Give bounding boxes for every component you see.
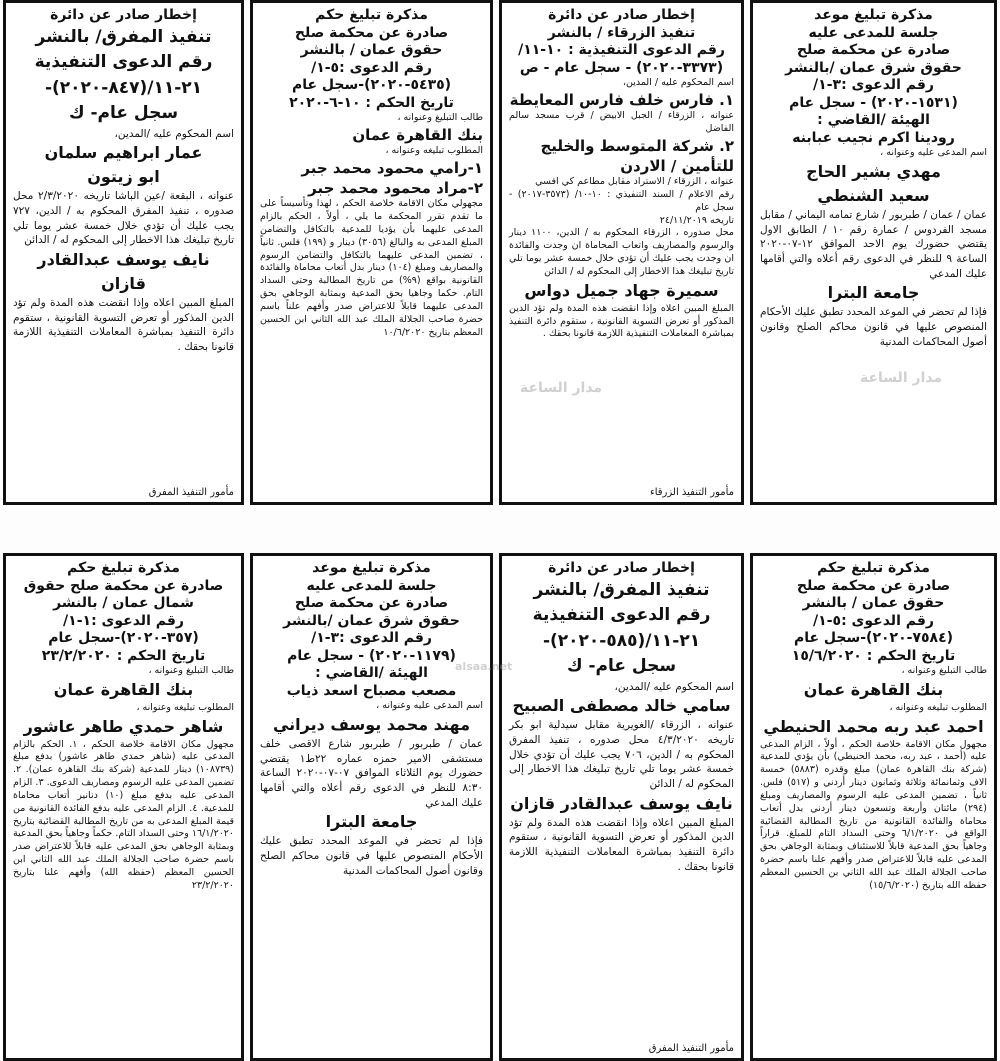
notice-body: مجهول مكان الاقامة خلاصة الحكم ، أولاً ، الزام المدعى عليه (أحمد ، عبد ربه، محمد الحنيطي) بأن يؤدي للمدعية (شركة بنك القاهرة عمان) مبلغ وقدره (٥٨٨٣) خمسة الاف وثمانمائة وثلاثة وثمانون دينار أردني و (٥١٧) فلس. ثانياً ، تضمين المدعى عليه الرسوم والمصاريف ومبلغ (٢٩٤) مائتان وأربعة وتسعون دينار أردني بدل أتعاب محاماة والفائدة القانونية من تاريخ المطالبة القضائية الواقع في ٦/١/٢٠٢٠ وحتى السداد التام للمبلغ. قراراً وجاهياً بحق المدعية قابلاً للاستئناف وبمثابة الوجاهي بحق المدعى عليه قابلاً للاعتراض صدر وأفهم علنا باسم حضرة صاحب الجلالة الملك عبد الله الثاني بن الحسين المعظم حفظه الله بتاريخ (١٥/٦/٢٠٢٠) <box>760 738 988 891</box>
notice-footer: مأمور التنفيذ المفرق <box>648 1043 735 1054</box>
notice-title-line: رقم الدعوى التنفيذية <box>34 52 213 72</box>
record-type: (٥٤٣٥-٢٠٢٠)-سجل عام <box>291 77 452 93</box>
debtor-name: ٢. شركة المتوسط والخليج للتأمين / الاردن <box>540 136 735 175</box>
notice-bottom-4 <box>3 553 244 1061</box>
requester-name: بنك القاهرة عمان <box>803 679 944 699</box>
plaintiff-name: جامعة البترا <box>827 283 920 303</box>
notice-title-line: تنفيذ الزرقاء / بالنشر <box>547 24 696 41</box>
defendant-label: اسم المدعى عليه وعنوانه ، <box>376 700 484 711</box>
notice-title-line: مذكرة تبليغ حكم <box>817 560 930 576</box>
notice-title-line: صادرة عن محكمة صلح <box>796 577 951 594</box>
record-type: سجل عام- ك <box>566 656 677 676</box>
notice-title-line: مذكرة تبليغ حكم <box>315 7 428 23</box>
notice-body: المبلغ المبين اعلاه وإذا انقضت هذه المدة ولم تؤد الدين المذكور أو تعرض التسوية القانونية ، ستقوم دائرة التنفيذ بمباشرة المعاملات التنفيذية اللازمة قانونا بحقك . <box>13 296 235 353</box>
watermark-logo: مدار الساعة <box>860 370 943 386</box>
notice-title-line: جلسة للمدعى عليه <box>808 24 939 41</box>
defendant-label: اسم المدعى عليه وعنوانه ، <box>880 147 987 158</box>
debtor-name: عمار ابراهيم سلمان <box>44 143 203 163</box>
record-type: (١١٧٩-٢٠٢٠) - سجل عام <box>287 647 456 664</box>
case-number: رقم الدعوى :٣-١/ <box>813 77 934 93</box>
notice-body: عمان / عمان / طبربور / شارع تمامه اليماني / مقابل مسجد الفردوس / عمارة رقم ١٠ / الطابق الاول يقتضي حضورك يوم الاحد الموافق ١٢-٠٧-٢٠٢٠ الساعة ٩ للنظر في الدعوى رقم أعلاه والتي أقامها عليك المدعي <box>760 208 988 280</box>
defendant-name: مهند محمد يوسف ديراني <box>272 714 471 734</box>
respondent-name: احمد عبد ربه محمد الحنيطي <box>763 716 984 736</box>
plaintiff-name: جامعة البترا <box>325 812 418 832</box>
debtor-name: ١. فارس خلف فارس المعايطة <box>509 90 735 109</box>
notice-top-1 <box>750 0 997 505</box>
page-gap <box>0 505 1000 553</box>
notice-title-line: صادرة عن محكمة صلح <box>796 42 951 58</box>
notice-footer: فإذا لم تحضر في الموعد المحدد تطبق عليك الأحكام المنصوص عليها في قانون محاكم الصلح وقانون أصول المحاكمات المدنية <box>260 835 484 877</box>
notice-body: مجهولي مكان الاقامة خلاصة الحكم ، لهذا وتأسيساً على ما تقدم تقرر المحكمة ما يلي ، أولاً ، الحكم بالزام المدعى عليهما بأن يؤديا للمدعية بالتكافل والتضامن المبلغ المدعى به والبالغ (٣٠٥٦) دينار و (١٩٩) فلس. ثانياً ، تضمين المدعى عليهما بالتكافل والتضامن الرسوم والمصاريف ومبلغ (١٠٤) دينار بدل أتعاب محاماة والفائدة القانونية بواقع (٩%) من تاريخ المطالبة وحتى السداد التام. حكما وجاهيا بحق المدعية وبمثابة الوجاهي بحق المدعى عليهما قابلاً للاعتراض صدر وأفهم علناً باسم حضرة صاحب الجلالة الملك عبد الله الثاني ابن الحسين المعظم بتاريخ ١٠/٦/٢٠٢٠ <box>260 198 484 338</box>
notice-title-line: إخطار صادر عن دائرة <box>50 7 197 23</box>
respondent-name: ١-رامي محمود محمد جبر <box>301 158 484 177</box>
judge-name: رودينا اكرم نجيب عبابنه <box>792 129 955 146</box>
notice-title-line: صادرة عن محكمة صلح <box>294 595 449 611</box>
notice-title-line: مذكرة تبليغ حكم <box>67 560 180 576</box>
notice-body: محل صدوره ، الزرقاء المحكوم به / الدين، ١١٠٠ دينار والرسوم والمصاريف واتعاب المحاماة ان وجدت والفائدة ان وجدت يجب عليك أن تؤدي خلال خمسة عشر يوما تلي تاريخ تبليغك هذا الاخطار إلى المحكوم له / الدائن <box>509 227 735 277</box>
debtor-label: اسم المحكوم عليه /المدين، <box>114 127 235 140</box>
watermark-logo: مدار الساعة <box>520 380 603 396</box>
notice-body: مجهول مكان الاقامة خلاصة الحكم ، ١. الحكم بالزام المدعى عليه (شاهر حمدي طاهر عاشور) بدفع مبلغ (١٠٨٧٣٩) دينار للمدعية (شركة بنك القاهرة عمان). ٢. تضمين المدعى عليه الرسوم ومصاريف الدعوى. ٣. الزام المدعى عليه بدفع مبلغ (١٠) دنانير أتعاب محاماة للمدعية. ٤. الزام المدعى عليه بدفع الفائدة القانونية من قيمة المبلغ المدعى به من تاريخ المطالبة القضائية بتاريخ ١٦/١/٢٠٢٠ وحتى السداد التام. حكماً وجاهياً بحق المدعية وبمثابة الوجاهي بحق المدعى عليه قابلاً للاعتراض صدر باسم حضرة صاحب الجلالة الملك عبد الله الثاني ابن الحسين المعظم (حفظه الله) وأفهم علنا بتاريخ ٢٣/٢/٢٠٢٠ <box>13 738 235 891</box>
record-type: (٣٥٧-٢٠٢٠)-سجل عام <box>48 630 199 646</box>
notice-body: عمان / طبربور / طبربور شارع الاقصى خلف مستشفى الامير حمزه عماره ٢٢ط١ يقتضي حضورك يوم الثلاثاء الموافق ٠٧-٠٧-٢٠٢٠ الساعة ٨:٣٠ للنظر في الدعوى رقم أعلاه والتي أقامها عليك المدعي <box>260 737 484 809</box>
respondent-label: المطلوب تبليغه وعنوانه ، <box>889 701 987 713</box>
notice-title-line: إخطار صادر عن دائرة <box>548 7 695 23</box>
judgment-date: تاريخ الحكم : ٢٣/٢/٢٠٢٠ <box>41 647 206 664</box>
notice-body: عنوانه ، البقعة /عين الباشا تاريخه ٢/٣/٢٠٢٠ محل صدوره ، تنفيذ المفرق المحكوم به / الدين، ٧٢٧ يجب عليك أن تؤدي خلال خمسة عشر يوما تلي تاريخ تبليغك هذا الاخطار إلى المحكوم له / الدائن <box>13 190 235 247</box>
notice-title-line: تنفيذ المفرق/ بالنشر <box>35 26 212 47</box>
notice-top-2 <box>499 0 744 505</box>
debtor-name: سامي خالد مصطفى الصبيح <box>512 696 731 716</box>
notice-bottom-2 <box>499 553 744 1061</box>
notice-title-line: صادرة عن محكمة صلح <box>294 24 449 41</box>
case-number: رقم الدعوى :١-١/ <box>63 612 184 629</box>
watermark-url: alsaa.net <box>455 660 513 673</box>
notice-body: المبلغ المبين اعلاه وإذا انقضت هذه المدة ولم تؤد الدين المذكور أو تعرض التسوية القانونية ، ستقوم دائرة التنفيذ بمباشرة المعاملات التنفيذية اللازمة قانونا بحقك . <box>509 816 735 873</box>
judgment-date: تاريخ الحكم : ١٠-٦-٢٠٢٠ <box>289 94 454 111</box>
case-number: رقم الدعوى التنفيذية : ١٠-١١/ <box>518 42 725 58</box>
notice-date: تاريخه ٢٤/١١/٢٠١٩ <box>659 214 735 226</box>
notice-title-line: جلسة للمدعى عليه <box>306 577 437 594</box>
notice-title-line: إخطار صادر عن دائرة <box>548 560 695 576</box>
judge-label: الهيئة /القاضي : <box>817 112 930 128</box>
creditor-name: نايف يوسف عبدالقادر قازان <box>510 793 733 813</box>
notice-body: رقم الاعلام / السند التنفيذي : ١٠-١٠/ (٣٥٧٣-٢٠١٧) - سجل عام <box>509 189 735 213</box>
record-type: (١٥٣١-٢٠٢٠) - سجل عام <box>789 94 958 111</box>
notice-title-line: حقوق عمان / بالنشر <box>300 42 443 58</box>
defendant-name: سعيد الشنطي <box>817 185 930 205</box>
respondent-label: المطلوب تبليغه وعنوانه ، <box>136 701 235 713</box>
notice-title-line: رقم الدعوى التنفيذية <box>532 605 711 625</box>
creditor-name: سميرة جهاد جميل دواس <box>524 280 719 300</box>
notice-footer: فإذا لم تحضر في الموعد المحدد تطبق عليك الأحكام المنصوص عليها في قانون محاكم الصلح وقانون أصول المحاكمات المدنية <box>760 306 987 348</box>
notice-body: المبلغ المبين اعلاه وإذا انقضت هذه المدة ولم تؤد الدين المذكور أو تعرض التسوية القانونية ، ستقوم دائرة التنفيذ بمباشرة المعاملات التنفيذية اللازمة قانونا بحقك . <box>509 302 735 340</box>
notice-title-line: مذكرة تبليغ موعد <box>312 560 431 576</box>
record-type: سجل عام- ك <box>68 103 179 123</box>
requester-label: طالب التبليغ وعنوانه ، <box>148 665 235 676</box>
notice-top-3 <box>250 0 493 505</box>
judge-name: مصعب مصباح اسعد ذياب <box>286 682 457 699</box>
judgment-date: تاريخ الحكم : ١٥/٦/٢٠٢٠ <box>791 647 956 664</box>
bottom-row <box>0 553 1000 1061</box>
notice-title-line: شمال عمان / بالنشر <box>53 595 194 611</box>
top-row <box>0 0 1000 505</box>
judge-label: الهيئة /القاضي : <box>315 665 428 681</box>
notice-title-line: حقوق شرق عمان /بالنشر <box>283 612 460 629</box>
creditor-name: نايف يوسف عبدالقادر قازان <box>37 249 210 293</box>
notice-bottom-3 <box>250 553 493 1061</box>
notice-title-line: حقوق شرق عمان /بالنشر <box>785 59 962 76</box>
notice-title-line: صادرة عن محكمة صلح حقوق <box>23 577 224 594</box>
requester-name: بنك القاهرة عمان <box>352 125 484 144</box>
respondent-name: شاهر حمدي طاهر عاشور <box>23 716 224 736</box>
requester-name: بنك القاهرة عمان <box>53 679 194 699</box>
notice-top-4 <box>3 0 244 505</box>
case-number: ٢١-١١/(٥٨٥-٢٠٢٠)- <box>542 630 701 651</box>
debtor-label: اسم المحكوم عليه /المدين، <box>614 680 735 693</box>
notice-footer: مأمور التنفيذ الزرقاء <box>650 487 735 498</box>
notice-title-line: حقوق عمان / بالنشر <box>802 595 945 611</box>
debtor-address: عنوانه ، الزرقاء / الجبل الابيض / قرب مسجد سالم الفاضل <box>509 110 735 134</box>
notice-title-line: تنفيذ المفرق/ بالنشر <box>533 579 710 600</box>
case-number: رقم الدعوى :٥-١/ <box>813 612 934 629</box>
notice-body: عنوانه ، الزرقاء /الغويرية مقابل سيدلية ابو بكر تاريخه ٤/٣/٢٠٢٠ محل صدوره ، تنفيذ المفرق المحكوم به / الدين، ٧٠٦ يجب عليك أن تؤدي خلال خمسة عشر يوما تلي تاريخ تبليغك هذا الاخطار إلى المحكوم له / الدائن <box>509 719 735 790</box>
defendant-name: مهدي بشير الحاج <box>806 161 941 181</box>
case-number: رقم الدعوى :٣-١/ <box>311 630 432 646</box>
notice-footer: مأمور التنفيذ المفرق <box>148 487 235 498</box>
record-type: (٧٥٨٤-٢٠٢٠)-سجل عام <box>793 630 954 646</box>
notice-title-line: مذكرة تبليغ موعد <box>814 7 933 23</box>
record-type: (٣٣٧٣-٢٠٢٠) - سجل عام - ص <box>519 59 724 76</box>
debtor-name: ابو زيتون <box>87 167 160 187</box>
case-number: رقم الدعوى :٥-١/ <box>311 59 432 76</box>
requester-label: طالب التبليغ وعنوانه ، <box>397 112 484 123</box>
respondent-name: ٢-مراد محمود محمد جبر <box>308 179 484 198</box>
debtor-address: عنوانه ، الزرقاء / الاستراد مقابل مطاعم كي افسي <box>535 176 735 188</box>
respondent-label: المطلوب تبليغه وعنوانه ، <box>385 145 484 157</box>
debtor-label: اسم المحكوم عليه / المدين، <box>622 77 735 88</box>
requester-label: طالب التبليغ وعنوانه ، <box>901 665 987 676</box>
notice-bottom-1 <box>750 553 997 1061</box>
case-number: ٢١-١١/(٨٤٧-٢٠٢٠)- <box>44 77 203 98</box>
